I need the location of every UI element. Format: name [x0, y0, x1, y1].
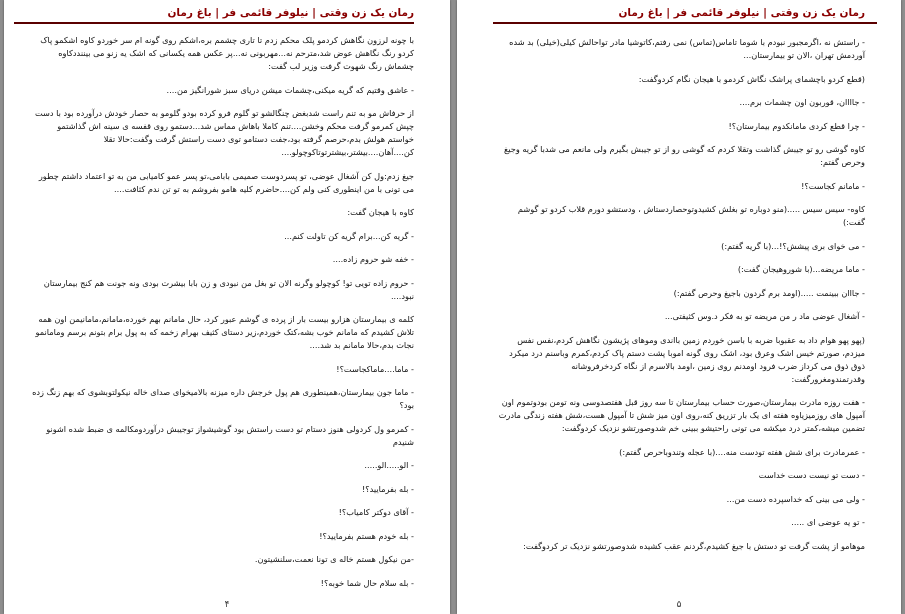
paragraph: - آقای دوکتر کامیاب؟!	[338, 507, 414, 517]
paragraph: جیغ زدم:ول کن آشغال عوضی، تو پسردوست صمیمی بابامی،تو پسر عمو کامیابی من به تو اعتماد داشتم چطور می تونی با من اینطوری کنی ولم کن....حاضرم کلیه هامو بفروشم به تو تن ندم کثافت....	[38, 170, 414, 194]
paragraph: کاوه با هیجان گفت:	[347, 207, 414, 217]
paragraph: -من نیکول هستم خاله ی تونا نعمت،سلنشیتون.	[254, 554, 414, 564]
paragraph: - ولی می بینی که خداسپرده دست من...	[726, 493, 865, 504]
paragraph: - جااان ببینمت .....(اومد برم گردون باجیغ وحرص گفتم:)	[673, 287, 865, 298]
paragraph: (پهو پهو هوام داد به عقبوبا ضربه با باسن خوردم زمین بااندی وموهای پژیشون نگاهش کردم،نفس نفس میزدم، صورتم خیس اشک وعرق بود، اشک روی گونه اموبا پشت دستم پاک کردم،کمرم وباسنم درد میکرد ذوق ذوق می کرداز ضرب فرود اومدنم روی زمین ،اومد بالاسرم از نگاه کردخرفروشانه وقدرتمندومغرورگفت:	[509, 334, 865, 384]
paragraph: - آشغال عوضی ماد ر من مریضه تو به فکر د.وس کثیفتی...	[664, 311, 865, 321]
page-4[interactable]	[4, 0, 450, 614]
page-number: ۴	[224, 600, 230, 610]
page-body	[32, 34, 414, 600]
paragraph: کلمه ی بیمارستان هزارو بیست بار از پرده ی گوشم عبور کرد، حال مامانم بهم خورده،مامانم،مامانیمن اون همه تلاش کشیدم که مامانم خوب بشه،کتک خوردم،زیر دستای کثیف بهرام زخمه که به پول برام بتونم برسم ومامانمو نجات بدم،حالا مامانم بد شد....	[35, 314, 414, 350]
paragraph: - خفه شو حروم زاده....	[332, 254, 414, 264]
header-rule	[493, 22, 877, 24]
paragraph: از حرفاش مو به تنم راست شدبغض چنگالشو تو گلوم فرو کرده بودو گلومو به حصار خودش درآورده بود با دست چپش کمرمو گرفت محکم وخشن....تنم کاملا باهاش مماس شد...دستمو روی قفسه ی سینه اش گذاشتمو خواستم هولش بدم،حرصم گرفته بود،جفت دستامو توی دست راستش گرفت وگفت:حالا تقلا کن....آهان....بیشتر،بیشترتوتاکوچولو....	[35, 108, 414, 157]
page-header: رمان یک زن وقتی | نیلوفر قائمی فر | باغ رمان	[618, 7, 865, 19]
paragraph: - بله خودم هستم بفرمایید؟!	[319, 530, 414, 541]
paragraph: - ماما جون بیمارستان،همینطوری هم پول خرجش داره میزنه بالامیخوای صدای خاله نیکولتوبشوی که بهم زنگ زده بود؟	[32, 387, 414, 410]
paragraph: - ماما....ماماکجاست؟!	[336, 363, 414, 374]
paragraph: - مامانم کجاست؟!	[801, 180, 865, 191]
paragraph: - تو یه عوضی ای .....	[791, 517, 865, 527]
header-rule	[14, 22, 414, 24]
page-number: ۵	[676, 600, 682, 610]
paragraph: - حروم زاده تویی تو! کوچولو وگرنه الان تو بغل من نبودی و زن بابا بیشرت بودی ونه جونت هم کنج بیمارستان نبود....	[43, 277, 414, 301]
paragraph: - کمرمو ول کردولی هنوز دستام تو دست راستش بود گوشیشواز توجیبش درآوردومکالمه ی ضبط شده اشونو شنیدم	[46, 423, 414, 447]
paragraph: - می خوای بری پیشش؟!...(با گریه گفتم:)	[721, 240, 865, 251]
paragraph: کاوه- سیس سیس .....(منو دوباره تو بغلش کشیدوتوحصاردستاش ، ودستشو دورم قلاب کردو تو گوشم گفت:)	[517, 204, 865, 227]
paragraph: - بله بفرمایید؟!	[361, 483, 414, 494]
paragraph: - عاشق وقتیم که گریه میکنی،چشمات میشن دریای سبز شورانگیز من....	[166, 84, 414, 95]
paragraph: - الو.....الو.....	[364, 460, 414, 470]
paragraph: (قطع کردو باچشمای پراشک نگاش کردمو با هیجان نگام کردوگفت:	[638, 73, 865, 84]
paragraph: - بله سلام حال شما خوبه؟!	[320, 577, 414, 588]
paragraph: با چونه لرزون نگاهش کردمو پلک محکم زدم تا تاری چشمم بره،اشکم روی گونه ام سر خوردو کاوه اشکمو پاک کردو رنگ نگاهش عوض شد،مترحم نه...مهربونی نه...پر عکس همه یکسانی که اشک یه زنو می بیننددکاوه چشماش رنگ شهوت گرفت وزیر لب گفت:	[40, 35, 414, 71]
paragraph: - گریه کن...برام گریه کن تاولت کنم...	[284, 230, 414, 241]
paragraph: - هفت روزه مادرت بیمارستان،صورت حساب بیمارستان تا سه روز قبل هفتصدوسی ونه تومن بودوتموم اون آمپول های روزمیزیاوه هفته ای یک بار تزریق کنه،روی اون میز شش تا آمپول هست،شش هفته زندگی مادرت تضمین میشه،کمتر درد میکشه می تونی راحتیشو ببینی خم شدوصورتشو نزدیک کردوگفت:	[498, 397, 865, 433]
page-body	[497, 36, 865, 563]
paragraph: موهامو از پشت گرفت تو دستش با جیغ کشیدم،گردنم عقب کشیده شدوصورتشو نزدیک تر کردوگفت:	[523, 540, 865, 551]
paragraph: - راستش نه ،اگرمجبور نبودم با شوما تاماس(تماس) نمی رفتم،کاتوشیا مادر تواحالش کیلی(خیلی) بد شده آوردمش تهران ،الان تو بیمارستان...	[509, 37, 865, 60]
paragraph: - ماما مریضه...(با شوروهیجان گفت:)	[737, 264, 865, 274]
paragraph: - چرا قطع کردی مامانکدوم بیمارستان؟!	[728, 120, 865, 131]
paragraph: - جاااان، قوربون اون چشمات برم....	[739, 97, 865, 107]
page-header: رمان یک زن وقتی | نیلوفر قائمی فر | باغ رمان	[167, 7, 414, 19]
paragraph: - عمرمادرت برای شش هفته تودست منه....(با عجله وتندوباحرص گفتم:)	[619, 446, 865, 457]
page-5[interactable]	[457, 0, 901, 614]
paragraph: کاوه گوشی رو تو جیبش گذاشت وتقلا کردم که گوشی رو از تو جیبش بگیرم ولی مانعم می شدبا گریه وجیغ وحرص گفتم:	[503, 144, 865, 167]
paragraph: - دست تو نیست دست خداست	[758, 470, 865, 480]
